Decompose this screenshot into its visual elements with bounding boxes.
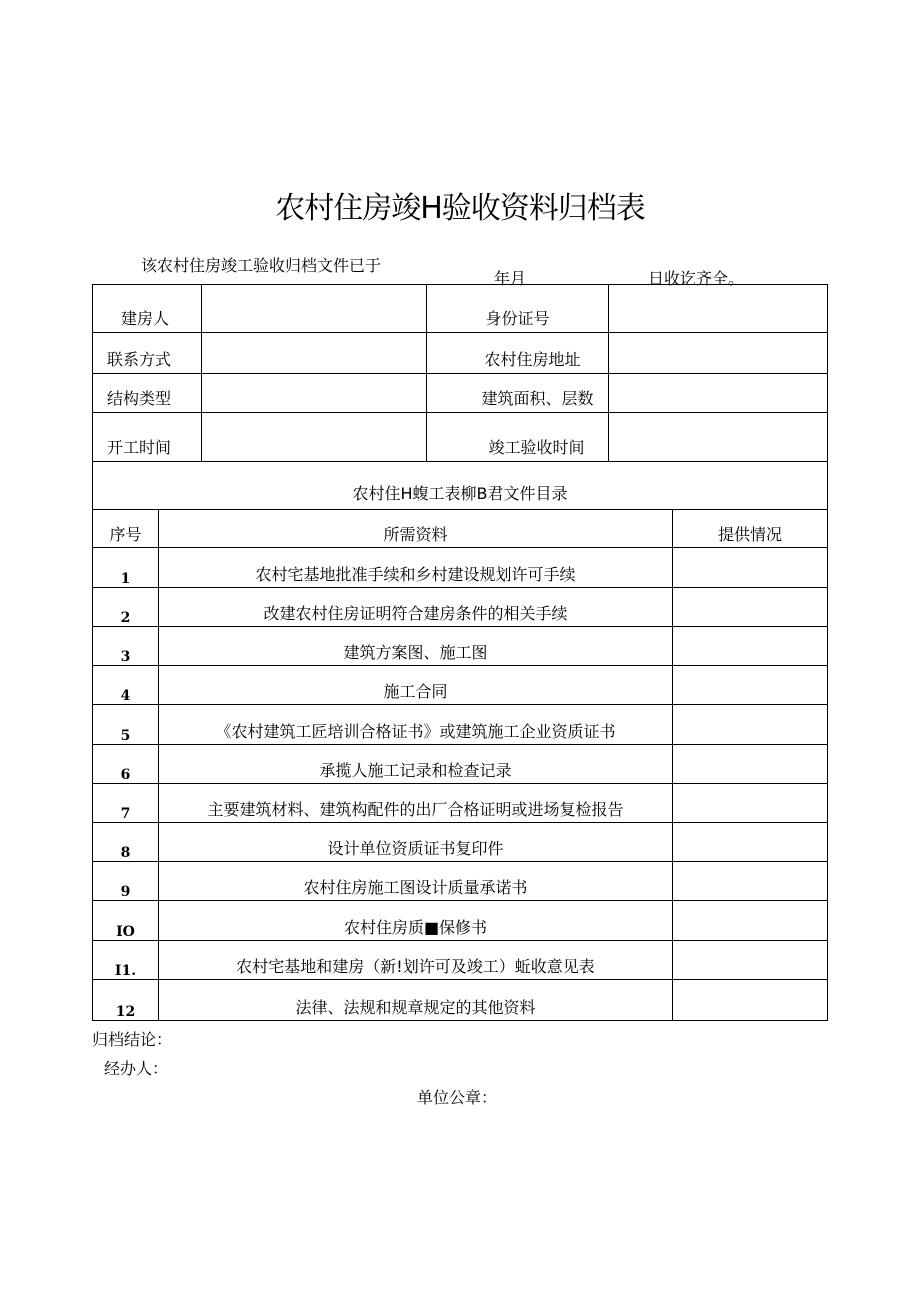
completion-time-label: 竣工验收时间 — [427, 413, 609, 462]
row-status — [673, 705, 828, 745]
row-number: 2 — [93, 588, 159, 627]
intro-text: 该农村住房竣工验收归档文件已于 — [141, 256, 382, 275]
row-status — [673, 862, 828, 901]
row-number: 6 — [93, 745, 159, 784]
row-material: 农村宅基地批准手续和乡村建设规划许可手续 — [159, 548, 673, 588]
row-status — [673, 784, 828, 823]
row-material: 法律、法规和规章规定的其他资料 — [159, 980, 673, 1021]
table-row — [93, 980, 828, 1021]
info-table — [92, 284, 828, 462]
table-row — [93, 823, 828, 862]
start-time-label: 开工时间 — [93, 413, 202, 462]
table-row — [93, 548, 828, 588]
id-number-value — [609, 285, 828, 333]
builder-value — [202, 285, 427, 333]
row-status — [673, 627, 828, 666]
builder-label: 建房人 — [93, 285, 202, 333]
row-number: 9 — [93, 862, 159, 901]
id-number-label: 身份证号 — [427, 285, 609, 333]
row-material: 农村住房质■保修书 — [159, 901, 673, 941]
table-row — [93, 627, 828, 666]
catalog-title: 农村住H蝮工表柳B君文件目录 — [93, 462, 828, 510]
row-status — [673, 941, 828, 980]
row-status — [673, 980, 828, 1021]
row-status — [673, 548, 828, 588]
table-row — [93, 745, 828, 784]
contact-label: 联系方式 — [93, 333, 202, 374]
handler-label: 经办人： — [104, 1059, 169, 1078]
row-material: 农村宅基地和建房（新!划许可及竣工）蚯收意见表 — [159, 941, 673, 980]
completion-time-value — [609, 413, 828, 462]
area-floors-label: 建筑面积、层数 — [427, 374, 609, 413]
row-material: 设计单位资质证书复印件 — [159, 823, 673, 862]
row-material: 《农村建筑工匠培训合格证书》或建筑施工企业资质证书 — [159, 705, 673, 745]
row-material: 改建农村住房证明符合建房条件的相关手续 — [159, 588, 673, 627]
area-floors-value — [609, 374, 828, 413]
row-number: 12 — [93, 980, 159, 1021]
table-row — [93, 666, 828, 705]
start-time-value — [202, 413, 427, 462]
page-title: 农村住房竣H验收资料归档表 — [275, 191, 645, 226]
unit-seal-label: 单位公章： — [417, 1088, 498, 1107]
row-number: I1. — [93, 941, 159, 980]
row-number: 7 — [93, 784, 159, 823]
row-number: 4 — [93, 666, 159, 705]
structure-type-value — [202, 374, 427, 413]
address-label: 农村住房地址 — [427, 333, 609, 374]
row-status — [673, 666, 828, 705]
table-row — [93, 862, 828, 901]
row-material: 主要建筑材料、建筑构配件的出厂合格证明或进场复检报告 — [159, 784, 673, 823]
table-row — [93, 784, 828, 823]
intro-day-suffix: 日收讫齐全。 — [648, 269, 745, 288]
row-number: 5 — [93, 705, 159, 745]
table-row — [93, 901, 828, 941]
row-number: 1 — [93, 548, 159, 588]
address-value — [609, 333, 828, 374]
header-material: 所需资料 — [159, 510, 673, 548]
row-number: 3 — [93, 627, 159, 666]
row-material: 农村住房施工图设计质量承诺书 — [159, 862, 673, 901]
row-number: IO — [93, 901, 159, 941]
document-catalog-table — [92, 461, 828, 1021]
row-number: 8 — [93, 823, 159, 862]
row-material: 施工合同 — [159, 666, 673, 705]
row-material: 承揽人施工记录和检查记录 — [159, 745, 673, 784]
header-number: 序号 — [93, 510, 159, 548]
row-status — [673, 745, 828, 784]
row-status — [673, 823, 828, 862]
contact-value — [202, 333, 427, 374]
intro-year-month: 年月 — [494, 269, 527, 288]
table-row — [93, 588, 828, 627]
header-status: 提供情况 — [673, 510, 828, 548]
archive-conclusion-label: 归档结论： — [92, 1030, 173, 1049]
table-row — [93, 705, 828, 745]
row-status — [673, 588, 828, 627]
table-row — [93, 941, 828, 980]
row-material: 建筑方案图、施工图 — [159, 627, 673, 666]
row-status — [673, 901, 828, 941]
structure-type-label: 结构类型 — [93, 374, 202, 413]
